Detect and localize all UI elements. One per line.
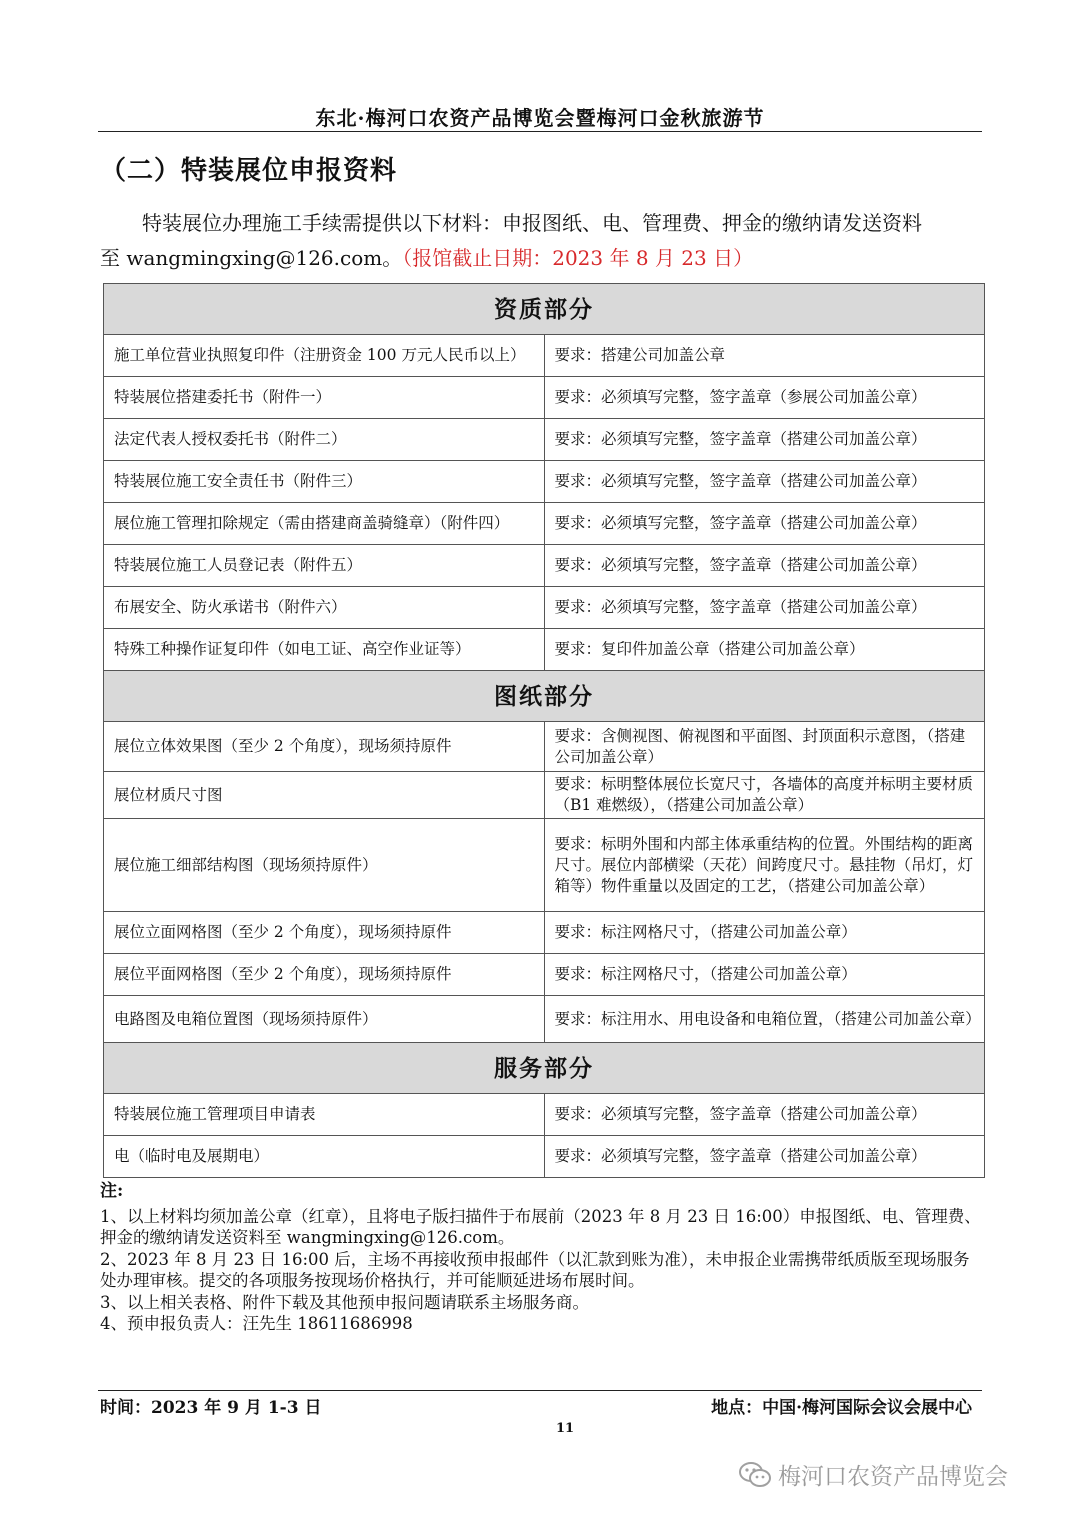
- item-cell: 展位平面网格图（至少 2 个角度），现场须持原件: [104, 954, 545, 996]
- item-cell: 展位材质尺寸图: [104, 772, 545, 819]
- item-cell: 特装展位施工人员登记表（附件五）: [104, 545, 545, 587]
- note-item: 4、预申报负责人：汪先生 18611686998: [100, 1314, 413, 1333]
- requirement-cell: 要求：标明整体展位长宽尺寸，各墙体的高度并标明主要材质（B1 难燃级），（搭建公司加盖公章）: [544, 772, 985, 819]
- table-row: [104, 1136, 985, 1178]
- table-row: [104, 545, 985, 587]
- requirement-cell: 要求：标注网格尺寸，（搭建公司加盖公章）: [544, 912, 985, 954]
- intro-email-text: 至 wangmingxing@126.com。: [100, 246, 403, 270]
- intro-line-2: [100, 241, 984, 276]
- item-cell: 展位施工管理扣除规定（需由搭建商盖骑缝章）（附件四）: [104, 503, 545, 545]
- note-item: 1、以上材料均须加盖公章（红章），且将电子版扫描件于布展前（2023 年 8 月 23 日 16:00）申报图纸、电、管理费、押金的缴纳请发送资料至 wangmingxing@126.com。: [100, 1206, 981, 1247]
- requirement-cell: 要求：标注网格尺寸，（搭建公司加盖公章）: [544, 954, 985, 996]
- watermark-text: 梅河口农资产品博览会: [778, 1464, 1008, 1490]
- item-cell: 法定代表人授权委托书（附件二）: [104, 419, 545, 461]
- section-title-cell: 服务部分: [104, 1043, 985, 1094]
- table-row: [104, 722, 985, 772]
- intro-line-1: 特装展位办理施工手续需提供以下材料：申报图纸、电、管理费、押金的缴纳请发送资料: [142, 211, 922, 235]
- item-cell: 施工单位营业执照复印件（注册资金 100 万元人民币以上）: [104, 335, 545, 377]
- deadline-text: （报馆截止日期：2023 年 8 月 23 日）: [402, 246, 754, 270]
- table-row: [104, 335, 985, 377]
- item-cell: 特装展位施工安全责任书（附件三）: [104, 461, 545, 503]
- table-row: [104, 629, 985, 671]
- item-cell: 特殊工种操作证复印件（如电工证、高空作业证等）: [104, 629, 545, 671]
- requirement-cell: 要求：必须填写完整，签字盖章（搭建公司加盖公章）: [544, 461, 985, 503]
- table-row: [104, 377, 985, 419]
- requirement-cell: 要求：必须填写完整，签字盖章（搭建公司加盖公章）: [544, 587, 985, 629]
- requirement-cell: 要求：含侧视图、俯视图和平面图、封顶面积示意图，（搭建公司加盖公章）: [544, 722, 985, 772]
- watermark: [738, 1458, 1008, 1491]
- item-cell: 展位立体效果图（至少 2 个角度），现场须持原件: [104, 722, 545, 772]
- requirement-cell: 要求：必须填写完整，签字盖章（搭建公司加盖公章）: [544, 545, 985, 587]
- item-cell: 布展安全、防火承诺书（附件六）: [104, 587, 545, 629]
- table-row: [104, 503, 985, 545]
- table-row: [104, 954, 985, 996]
- section-header-drawings: [104, 671, 985, 722]
- item-cell: 电路图及电箱位置图（现场须持原件）: [104, 996, 545, 1043]
- note-item: 3、以上相关表格、附件下载及其他预申报问题请联系主场服务商。: [100, 1292, 589, 1312]
- requirement-cell: 要求：标注用水、用电设备和电箱位置，（搭建公司加盖公章）: [544, 996, 985, 1043]
- section-header-services: [104, 1043, 985, 1094]
- table-row: [104, 772, 985, 819]
- page-number: 11: [555, 1421, 575, 1436]
- section-title-cell: 资质部分: [104, 284, 985, 335]
- table-row: [104, 419, 985, 461]
- table-row: [104, 461, 985, 503]
- requirement-cell: 要求：必须填写完整，签字盖章（搭建公司加盖公章）: [544, 503, 985, 545]
- notes-title: 注:: [100, 1181, 124, 1201]
- header-divider: [98, 131, 982, 132]
- footer-time: 时间：2023 年 9 月 1-3 日: [100, 1398, 322, 1418]
- notes-block: [100, 1181, 984, 1335]
- item-cell: 展位立面网格图（至少 2 个角度），现场须持原件: [104, 912, 545, 954]
- requirement-cell: 要求：必须填写完整，签字盖章（参展公司加盖公章）: [544, 377, 985, 419]
- table-row: [104, 587, 985, 629]
- requirement-cell: 要求：搭建公司加盖公章: [544, 335, 985, 377]
- item-cell: 特装展位施工管理项目申请表: [104, 1094, 545, 1136]
- item-cell: 电（临时电及展期电）: [104, 1136, 545, 1178]
- requirement-cell: 要求：必须填写完整，签字盖章（搭建公司加盖公章）: [544, 1136, 985, 1178]
- section-header-qualification: [104, 284, 985, 335]
- requirement-cell: 要求：必须填写完整，签字盖章（搭建公司加盖公章）: [544, 419, 985, 461]
- table-row: [104, 1094, 985, 1136]
- footer-divider: [98, 1390, 982, 1391]
- requirement-cell: 要求：标明外围和内部主体承重结构的位置。外围结构的距离尺寸。展位内部横梁（天花）间跨度尺寸。悬挂物（吊灯，灯箱等）物件重量以及固定的工艺，（搭建公司加盖公章）: [544, 819, 985, 912]
- table-row: [104, 996, 985, 1043]
- requirement-cell: 要求：复印件加盖公章（搭建公司加盖公章）: [544, 629, 985, 671]
- wechat-icon: [738, 1460, 772, 1490]
- note-item: 2、2023 年 8 月 23 日 16:00 后，主场不再接收预申报邮件（以汇款到账为准），未申报企业需携带纸质版至现场服务处办理审核。提交的各项服务按现场价格执行，并可能顺延进场布展时间。: [100, 1249, 970, 1290]
- item-cell: 展位施工细部结构图（现场须持原件）: [104, 819, 545, 912]
- item-cell: 特装展位搭建委托书（附件一）: [104, 377, 545, 419]
- section-title: （二）特装展位申报资料: [100, 156, 398, 186]
- requirement-cell: 要求：必须填写完整，签字盖章（搭建公司加盖公章）: [544, 1094, 985, 1136]
- requirements-table: [103, 283, 985, 1178]
- section-title-cell: 图纸部分: [104, 671, 985, 722]
- page-header: 东北·梅河口农资产品博览会暨梅河口金秋旅游节: [315, 106, 765, 130]
- intro-paragraph: [100, 206, 984, 276]
- footer-location: 地点：中国·梅河国际会议会展中心: [711, 1398, 972, 1418]
- table-row: [104, 819, 985, 912]
- table-row: [104, 912, 985, 954]
